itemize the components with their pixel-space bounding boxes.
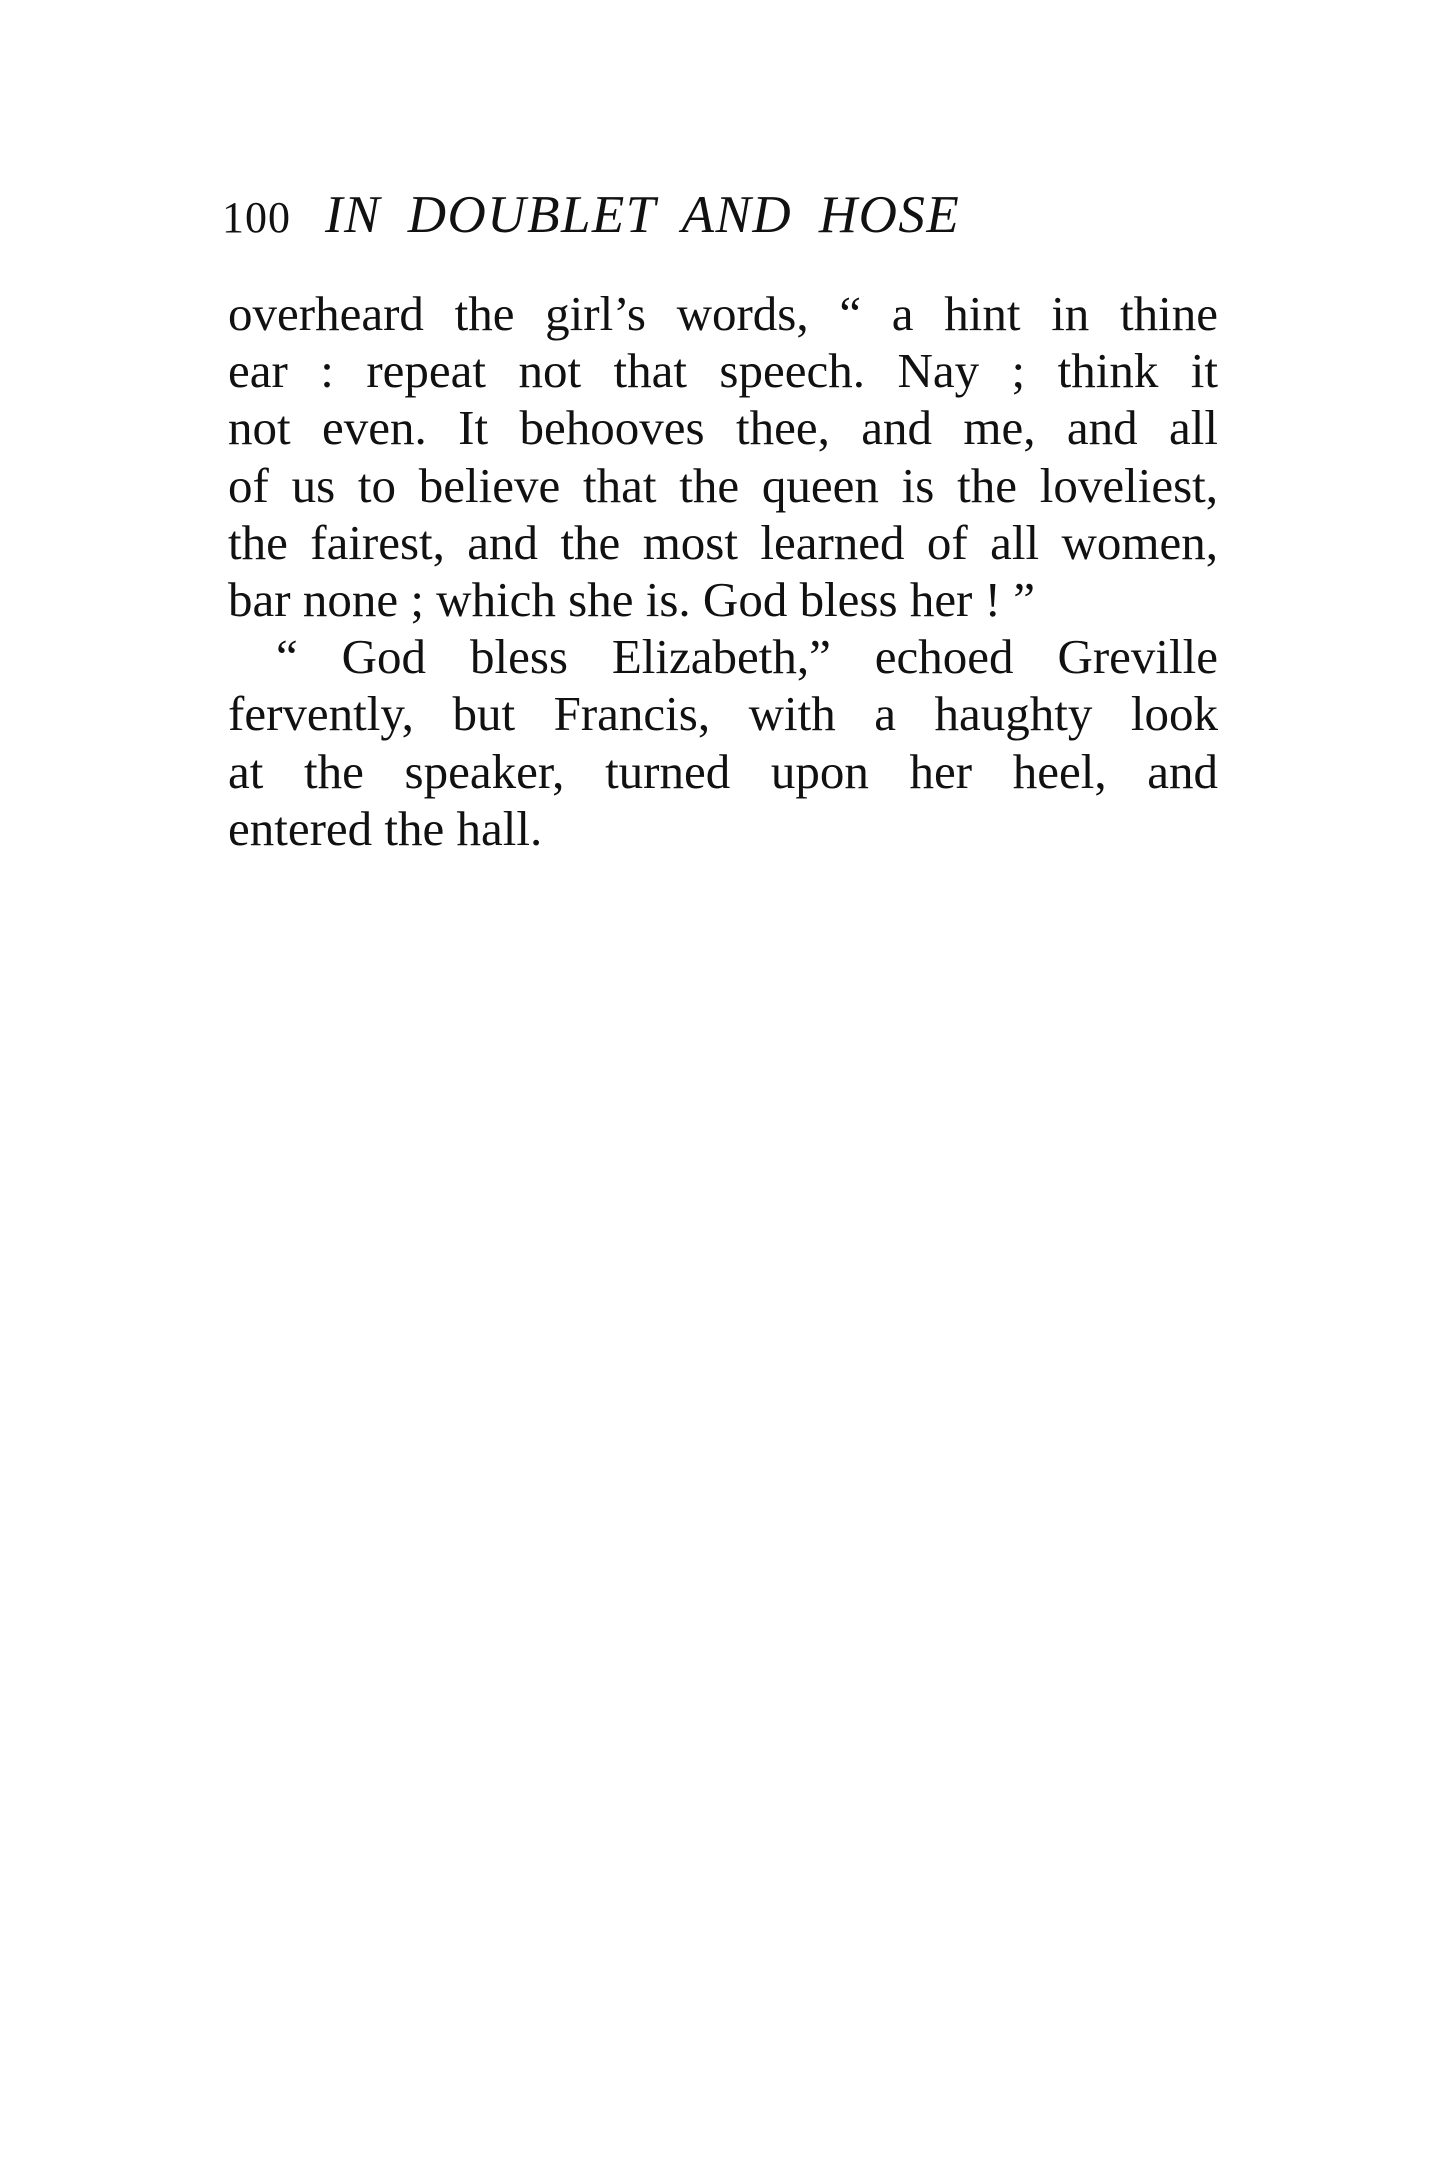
text-line: fervently, but Francis, with a haughty look [228, 686, 1218, 742]
page-number: 100 [222, 193, 291, 242]
book-title: IN DOUBLET AND HOSE [325, 186, 961, 244]
text-line: of us to believe that the queen is the loveliest, [228, 457, 1218, 513]
text-line: entered the hall. [228, 800, 543, 856]
body-text [228, 285, 1218, 857]
text-line: not even. It behooves thee, and me, and all [228, 400, 1218, 456]
text-line: ear : repeat not that speech. Nay ; think it [228, 343, 1218, 399]
text-line: “ God bless Elizabeth,” echoed Greville [276, 629, 1218, 685]
running-head [222, 185, 1222, 245]
text-line: bar none ; which she is. God bless her ! ” [228, 571, 1035, 627]
text-line: overheard the girl’s words, “ a hint in thine [228, 286, 1218, 341]
text-line: at the speaker, turned upon her heel, and [228, 743, 1218, 799]
text-line: the fairest, and the most learned of all women, [228, 514, 1218, 570]
